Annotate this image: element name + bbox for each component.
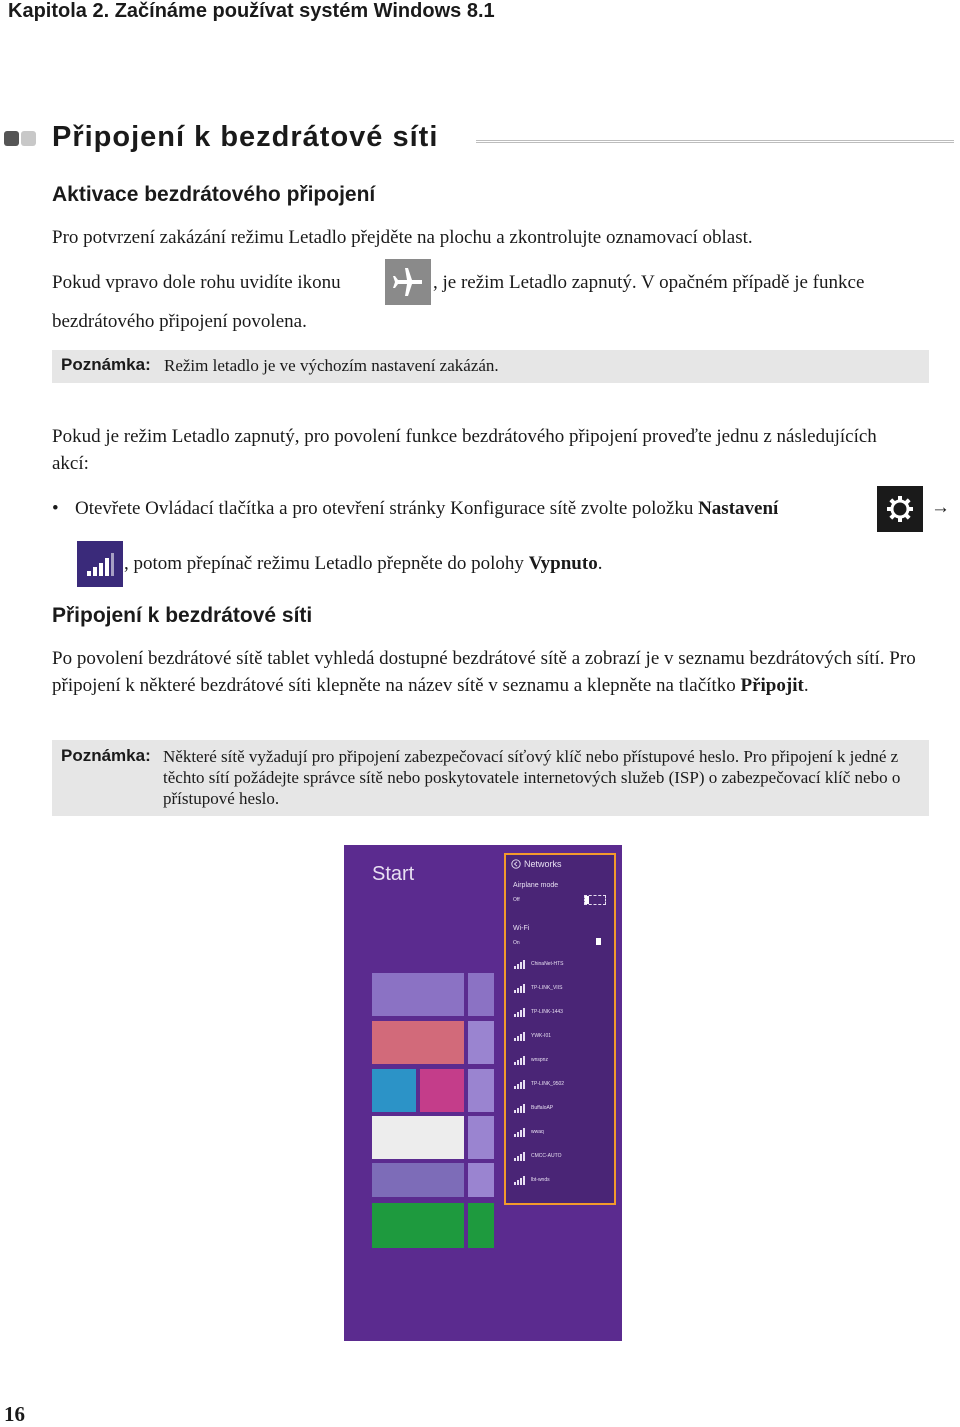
bullet-light-icon [21, 131, 36, 146]
network-item[interactable] [514, 1102, 553, 1114]
network-name: wwaq [531, 1129, 544, 1135]
network-item[interactable] [514, 1150, 561, 1162]
wifi-label: Wi-Fi [513, 925, 530, 932]
tile [372, 1163, 464, 1197]
gear-icon [885, 494, 915, 524]
note-airplane-default [52, 350, 929, 383]
section-title: Připojení k bezdrátové síti [52, 121, 439, 153]
activation-para2-end: , je režim Letadlo zapnutý. V opačném případě je funkce [433, 272, 865, 293]
activation-para2-start: Pokud vpravo dole rohu uvidíte ikonu [52, 272, 341, 293]
tile [372, 1069, 416, 1112]
activation-heading: Aktivace bezdrátového připojení [52, 183, 376, 206]
tile [468, 1069, 494, 1112]
settings-bold-label: Nastavení [698, 498, 779, 519]
signal-bars-icon [514, 1056, 525, 1065]
network-name: ChinaNet-HTS [531, 961, 564, 967]
network-item[interactable] [514, 958, 564, 970]
activation-para3: Pokud je režim Letadlo zapnutý, pro povolení funkce bezdrátového připojení proveďte jednu z následujících akcí: [52, 426, 877, 474]
bullet-line2-period: . [597, 553, 603, 574]
signal-bars-icon [514, 1128, 525, 1137]
tile [468, 1163, 494, 1197]
section-divider [476, 140, 954, 143]
start-label: Start [372, 863, 415, 885]
connect-heading: Připojení k bezdrátové síti [52, 604, 313, 627]
airplane-icon [390, 264, 426, 300]
wifi-state: On [513, 940, 520, 946]
wifi-toggle[interactable] [596, 938, 601, 945]
network-name: lbt-wnds [531, 1177, 550, 1183]
note-network-key [52, 740, 929, 816]
note-label: Poznámka: [61, 355, 151, 374]
connect-para [52, 645, 958, 699]
network-item[interactable] [514, 1078, 564, 1090]
network-name: YWK-I01 [531, 1033, 552, 1039]
back-arrow-icon[interactable] [511, 859, 521, 869]
tile [420, 1069, 464, 1112]
bullet-text: Otevřete Ovládací tlačítka a pro otevření stránky Konfigurace sítě zvolte položku [75, 498, 694, 519]
network-name: TP-LINK_VIIS [531, 985, 563, 991]
signal-bars-icon [514, 1032, 525, 1041]
bullet-dark-icon [4, 131, 19, 146]
arrow-symbol: → [931, 497, 950, 518]
airplane-mode-label: Airplane mode [513, 882, 559, 889]
signal-bars-icon [514, 1152, 525, 1161]
bullet-mark: • [52, 498, 59, 519]
tile [468, 973, 494, 1016]
tile [468, 1203, 494, 1248]
network-name: CMCC-AUTO [531, 1153, 562, 1159]
signal-bars-icon [514, 1176, 525, 1185]
tile [372, 973, 464, 1016]
signal-bars-icon [514, 984, 525, 993]
connect-para-text: Po povolení bezdrátové sítě tablet vyhledá dostupné bezdrátové sítě a zobrazí je v seznamu bezdrátových sítí. Pro připojení k některé bezdrátové síti klepněte na název sítě v seznamu a klepněte na tlačítko [52, 648, 916, 696]
bullet-line2 [124, 550, 602, 577]
off-bold-label: Vypnuto [528, 553, 598, 574]
signal-bars-icon [514, 1104, 525, 1113]
signal-bars-icon [514, 1080, 525, 1089]
network-item[interactable] [514, 982, 562, 994]
networks-panel [504, 853, 616, 1205]
network-name: TP-LINK-1443 [531, 1009, 563, 1015]
networks-title: Networks [524, 859, 562, 869]
connect-para-period: . [803, 675, 809, 696]
network-item[interactable] [514, 1006, 563, 1018]
start-screen-screenshot [344, 845, 622, 1341]
signal-bars-icon [514, 960, 525, 969]
activation-para1: Pro potvrzení zakázání režimu Letadlo přejděte na plochu a zkontrolujte oznamovací oblast. [52, 227, 753, 248]
connect-bold-label: Připojit [740, 675, 804, 696]
note2-label: Poznámka: [61, 746, 151, 765]
wifi-signal-icon [85, 551, 115, 577]
activation-para2-line2: bezdrátového připojení povolena. [52, 311, 307, 332]
note-text: Režim letadlo je ve výchozím nastavení zakázán. [164, 356, 499, 375]
tile [468, 1116, 494, 1159]
tile [372, 1116, 464, 1159]
airplane-mode-tile [385, 259, 431, 305]
network-name: wnspnz [531, 1057, 548, 1063]
note2-text: Některé sítě vyžadují pro připojení zabezpečovací síťový klíč nebo přístupové heslo. Pro připojení k jedné z těchto sítí požádejte správce sítě nebo poskytovatele internetových služeb (ISP) o zabezpečovací klíč nebo o přístupové heslo. [163, 747, 901, 808]
network-name: TP-LINK_9502 [531, 1081, 565, 1087]
network-item[interactable] [514, 1174, 550, 1186]
bullet-line2-text: , potom přepínač režimu Letadlo přepněte do polohy [124, 553, 524, 574]
signal-bars-icon [514, 1008, 525, 1017]
network-item[interactable] [514, 1126, 544, 1138]
network-item[interactable] [514, 1030, 551, 1042]
chapter-title: Kapitola 2. Začínáme používat systém Windows 8.1 [8, 0, 495, 22]
tile [372, 1203, 464, 1248]
tile [468, 1021, 494, 1064]
page-number: 16 [4, 1402, 25, 1426]
bullet-line1 [75, 495, 778, 522]
tile [372, 1021, 464, 1064]
section-bullet-icons [4, 131, 38, 149]
network-item[interactable] [514, 1054, 548, 1066]
settings-tile [877, 486, 923, 532]
network-name: BuffaloAP [531, 1105, 554, 1111]
airplane-mode-state: Off [513, 897, 520, 903]
wifi-tile [77, 541, 123, 587]
airplane-mode-toggle[interactable] [584, 895, 606, 905]
